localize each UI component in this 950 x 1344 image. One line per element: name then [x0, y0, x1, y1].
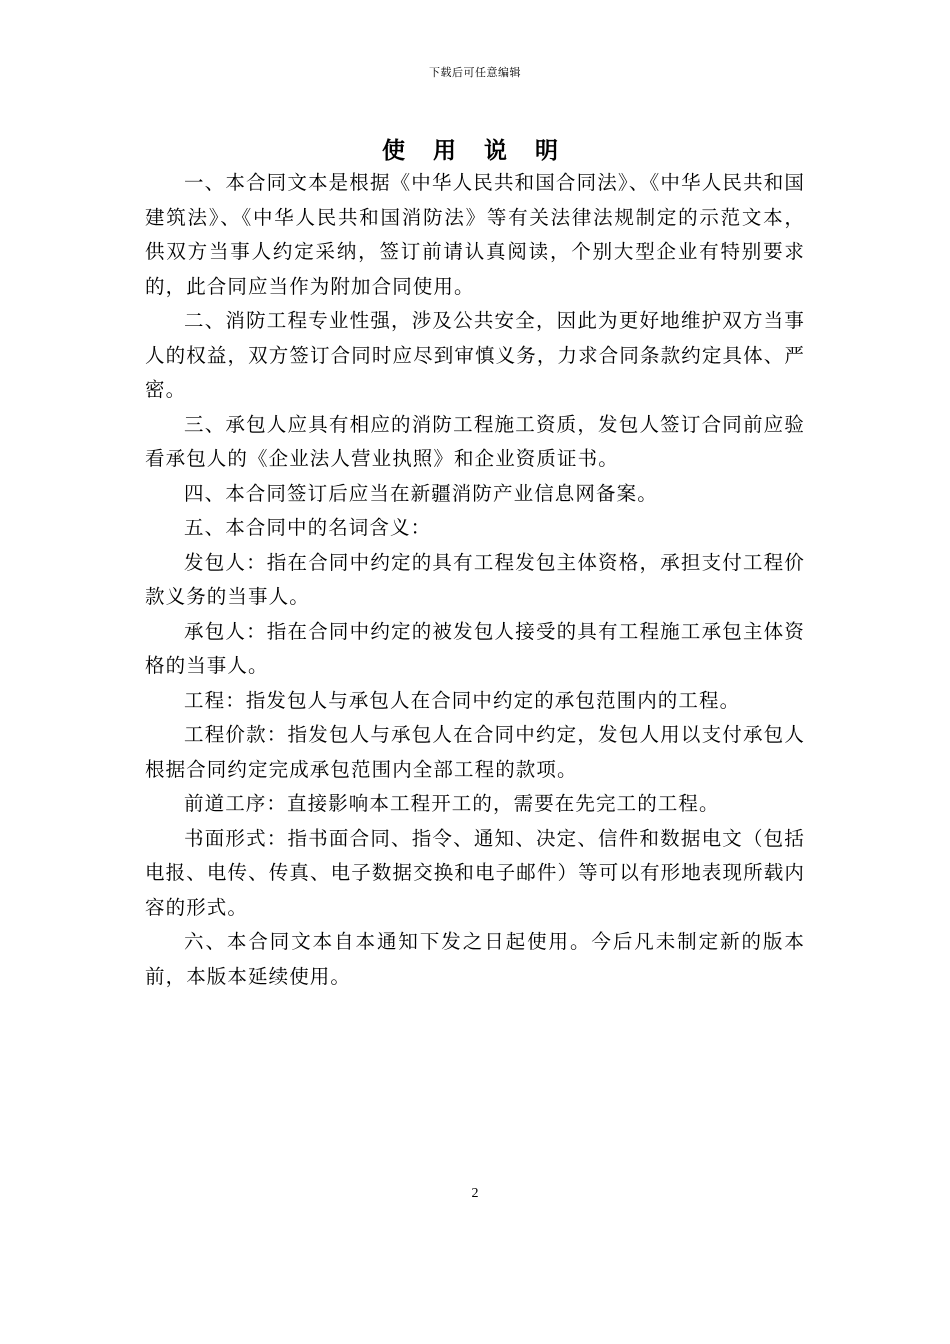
definition-project-price: 工程价款：指发包人与承包人在合同中约定，发包人用以支付承包人根据合同约定完成承包范围内全部工程的款项。 [145, 723, 805, 781]
paragraph-4: 四、本合同签订后应当在新疆消防产业信息网备案。 [184, 481, 658, 505]
paragraph-1: 一、本合同文本是根据《中华人民共和国合同法》、《中华人民共和国建筑法》、《中华人民共和国消防法》等有关法律法规制定的示范文本，供双方当事人约定采纳，签订前请认真阅读，个别大型企业有特别要求的，此合同应当作为附加合同使用。 [145, 171, 805, 298]
definition-preceding-process: 前道工序：直接影响本工程开工的，需要在先完工的工程。 [184, 792, 720, 815]
header-note: 下载后可任意编辑 [429, 66, 521, 79]
page-number: 2 [471, 1186, 479, 1201]
definition-employer: 发包人：指在合同中约定的具有工程发包主体资格，承担支付工程价款义务的当事人。 [145, 550, 805, 608]
definition-written-form: 书面形式：指书面合同、指令、通知、决定、信件和数据电文（包括电报、电传、传真、电子数据交换和电子邮件）等可以有形地表现所载内容的形式。 [145, 826, 805, 919]
paragraph-5: 五、本合同中的名词含义： [184, 516, 432, 539]
definition-contractor: 承包人：指在合同中约定的被发包人接受的具有工程施工承包主体资格的当事人。 [145, 619, 805, 677]
page-title: 使 用 说 明 [381, 138, 569, 164]
paragraph-2: 二、消防工程专业性强，涉及公共安全，因此为更好地维护双方当事人的权益，双方签订合同时应尽到审慎义务，力求合同条款约定具体、严密。 [145, 309, 805, 401]
document-body [145, 166, 805, 994]
paragraph-3: 三、承包人应具有相应的消防工程施工资质，发包人签订合同前应验看承包人的《企业法人营业执照》和企业资质证书。 [145, 412, 805, 470]
definition-project: 工程：指发包人与承包人在合同中约定的承包范围内的工程。 [184, 688, 741, 712]
paragraph-6: 六、本合同文本自本通知下发之日起使用。今后凡未制定新的版本前，本版本延续使用。 [145, 930, 805, 988]
